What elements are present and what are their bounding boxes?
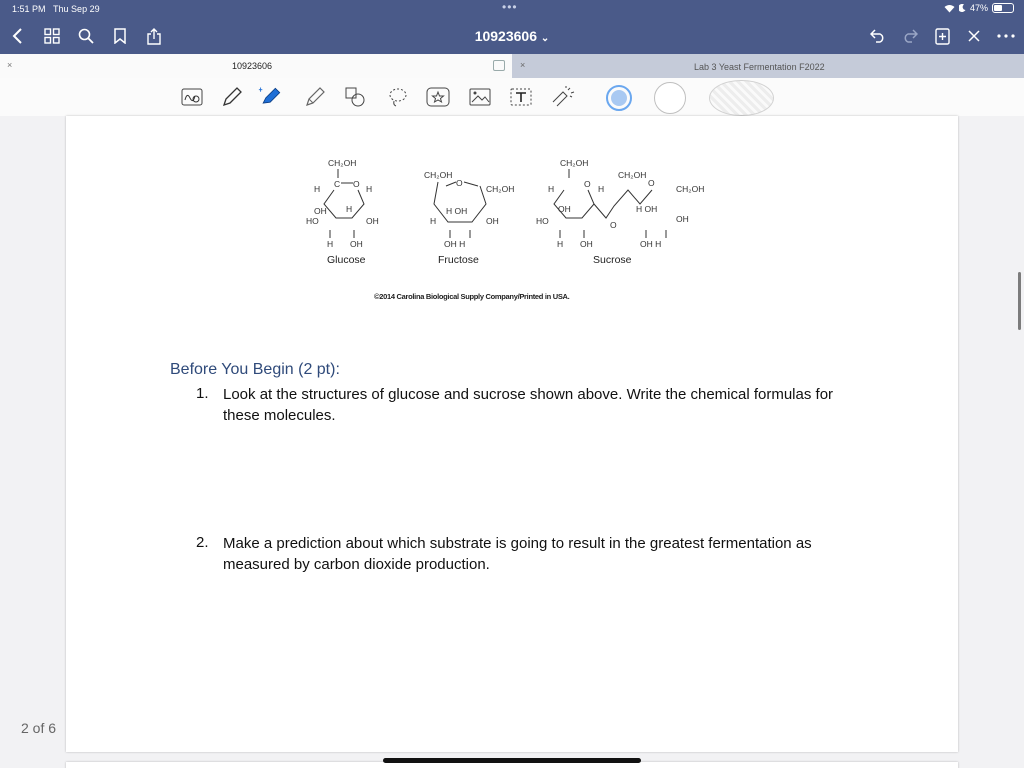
scrollbar[interactable] xyxy=(1018,272,1021,330)
fructose-label: Fructose xyxy=(438,254,479,266)
glucose-o: O xyxy=(353,179,360,189)
sucrose-h-2: H xyxy=(598,184,605,194)
lasso-read-icon[interactable] xyxy=(179,84,205,110)
back-chevron-icon[interactable] xyxy=(8,26,28,46)
close-x-icon[interactable] xyxy=(964,26,984,46)
sucrose-h-3: H xyxy=(557,239,564,249)
glucose-structure xyxy=(306,158,379,249)
highlighter-icon[interactable] xyxy=(258,84,284,110)
lasso-icon[interactable] xyxy=(385,84,411,110)
sticker-icon[interactable] xyxy=(425,84,451,110)
wifi-icon xyxy=(944,4,955,13)
document-title-text: 10923606 xyxy=(474,28,537,44)
fructose-structure xyxy=(424,170,514,249)
nav-right xyxy=(868,26,1016,46)
glucose-label: Glucose xyxy=(327,254,366,266)
sucrose-oh-h: OH H xyxy=(640,239,662,249)
undo-icon[interactable] xyxy=(868,26,888,46)
fructose-ch2oh-left: CH₂OH xyxy=(424,170,453,180)
color-swatch-selected[interactable] xyxy=(606,85,632,111)
tab-close-icon[interactable]: × xyxy=(7,60,13,70)
shapes-icon[interactable] xyxy=(343,84,369,110)
text-icon[interactable] xyxy=(508,84,534,110)
battery-percent: 47% xyxy=(969,3,988,13)
pencil-icon[interactable] xyxy=(302,84,328,110)
sucrose-h-1: H xyxy=(548,184,555,194)
fructose-oh-right: OH xyxy=(486,216,499,226)
chevron-down-icon: ⌄ xyxy=(540,33,550,44)
sucrose-o-1: O xyxy=(584,179,591,189)
sucrose-oh-1: OH xyxy=(558,204,571,214)
sucrose-o-bridge: O xyxy=(610,220,617,230)
glucose-h3: H xyxy=(327,239,334,249)
color-swatch-white[interactable] xyxy=(654,82,686,114)
document-page xyxy=(66,116,958,752)
sucrose-ho: HO xyxy=(536,216,549,226)
multitask-dots-icon[interactable]: ••• xyxy=(502,0,518,14)
tab-doc-icon xyxy=(493,60,505,71)
tab-label: 10923606 xyxy=(232,61,273,71)
document-title-button[interactable] xyxy=(475,28,550,44)
carbohydrate-structures-figure xyxy=(66,146,958,306)
question-2-text: Make a prediction about which substrate is going to result in the greatest fermentation as measured by carbon dioxide production. xyxy=(223,535,812,573)
date: Thu Sep 29 xyxy=(53,4,100,14)
fructose-ch2oh-right: CH₂OH xyxy=(486,184,515,194)
pen-icon[interactable] xyxy=(219,84,245,110)
glucose-ho: HO xyxy=(306,216,319,226)
tab-close-icon[interactable]: × xyxy=(520,60,526,70)
color-swatch-transparent[interactable] xyxy=(709,80,774,116)
glucose-h1: H xyxy=(366,184,373,194)
clock: 1:51 PM xyxy=(12,4,46,14)
nav-left xyxy=(8,26,164,46)
glucose-oh4: OH xyxy=(314,206,327,216)
sucrose-h-oh: H OH xyxy=(636,204,658,214)
laser-pointer-icon[interactable] xyxy=(550,84,576,110)
redo-icon[interactable] xyxy=(900,26,920,46)
battery-icon xyxy=(992,3,1014,13)
fructose-o: O xyxy=(456,178,463,188)
sucrose-oh-3: OH xyxy=(580,239,593,249)
moon-icon xyxy=(959,4,966,12)
swatch-fill xyxy=(611,90,627,106)
glucose-ch2oh: CH₂OH xyxy=(328,158,357,168)
question-1-text: Look at the structures of glucose and sucrose shown above. Write the chemical formulas for these molecules. xyxy=(223,386,834,424)
tab-inactive[interactable] xyxy=(512,54,1024,78)
question-1-number: 1. xyxy=(196,385,209,402)
thumbnails-grid-icon[interactable] xyxy=(42,26,62,46)
copyright-line: ©2014 Carolina Biological Supply Company/Printed in USA. xyxy=(374,292,570,301)
bookmark-icon[interactable] xyxy=(110,26,130,46)
tab-active[interactable] xyxy=(0,54,512,78)
sucrose-oh-2: OH xyxy=(676,214,689,224)
search-icon[interactable] xyxy=(76,26,96,46)
fructose-h-oh-top: H OH xyxy=(446,206,468,216)
top-bar xyxy=(0,0,1024,54)
fructose-oh-h-bottom: OH H xyxy=(444,239,466,249)
more-dots-icon[interactable] xyxy=(996,26,1016,46)
status-right xyxy=(944,3,1014,13)
sucrose-ch2oh-3: CH₂OH xyxy=(676,184,705,194)
page-indicator: 2 of 6 xyxy=(21,720,57,736)
home-indicator[interactable] xyxy=(383,758,641,763)
fructose-h-left: H xyxy=(430,216,437,226)
section-title: Before You Begin (2 pt): xyxy=(170,361,340,378)
share-icon[interactable] xyxy=(144,26,164,46)
question-2-number: 2. xyxy=(196,534,209,551)
glucose-oh1: OH xyxy=(366,216,379,226)
add-page-icon[interactable] xyxy=(932,26,952,46)
sucrose-ch2oh-1: CH₂OH xyxy=(560,158,589,168)
image-icon[interactable] xyxy=(467,84,493,110)
tab-label: Lab 3 Yeast Fermentation F2022 xyxy=(694,62,825,72)
glucose-oh2: OH xyxy=(350,239,363,249)
tab-bar xyxy=(0,54,1024,78)
status-time xyxy=(12,4,100,14)
sucrose-o-2: O xyxy=(648,178,655,188)
glucose-h4: H xyxy=(314,184,321,194)
glucose-h2: H xyxy=(346,204,353,214)
sucrose-label: Sucrose xyxy=(593,254,632,266)
glucose-c5: C xyxy=(334,179,341,189)
sucrose-ch2oh-2: CH₂OH xyxy=(618,170,647,180)
tool-bar xyxy=(0,78,1024,116)
sucrose-structure xyxy=(536,158,704,249)
